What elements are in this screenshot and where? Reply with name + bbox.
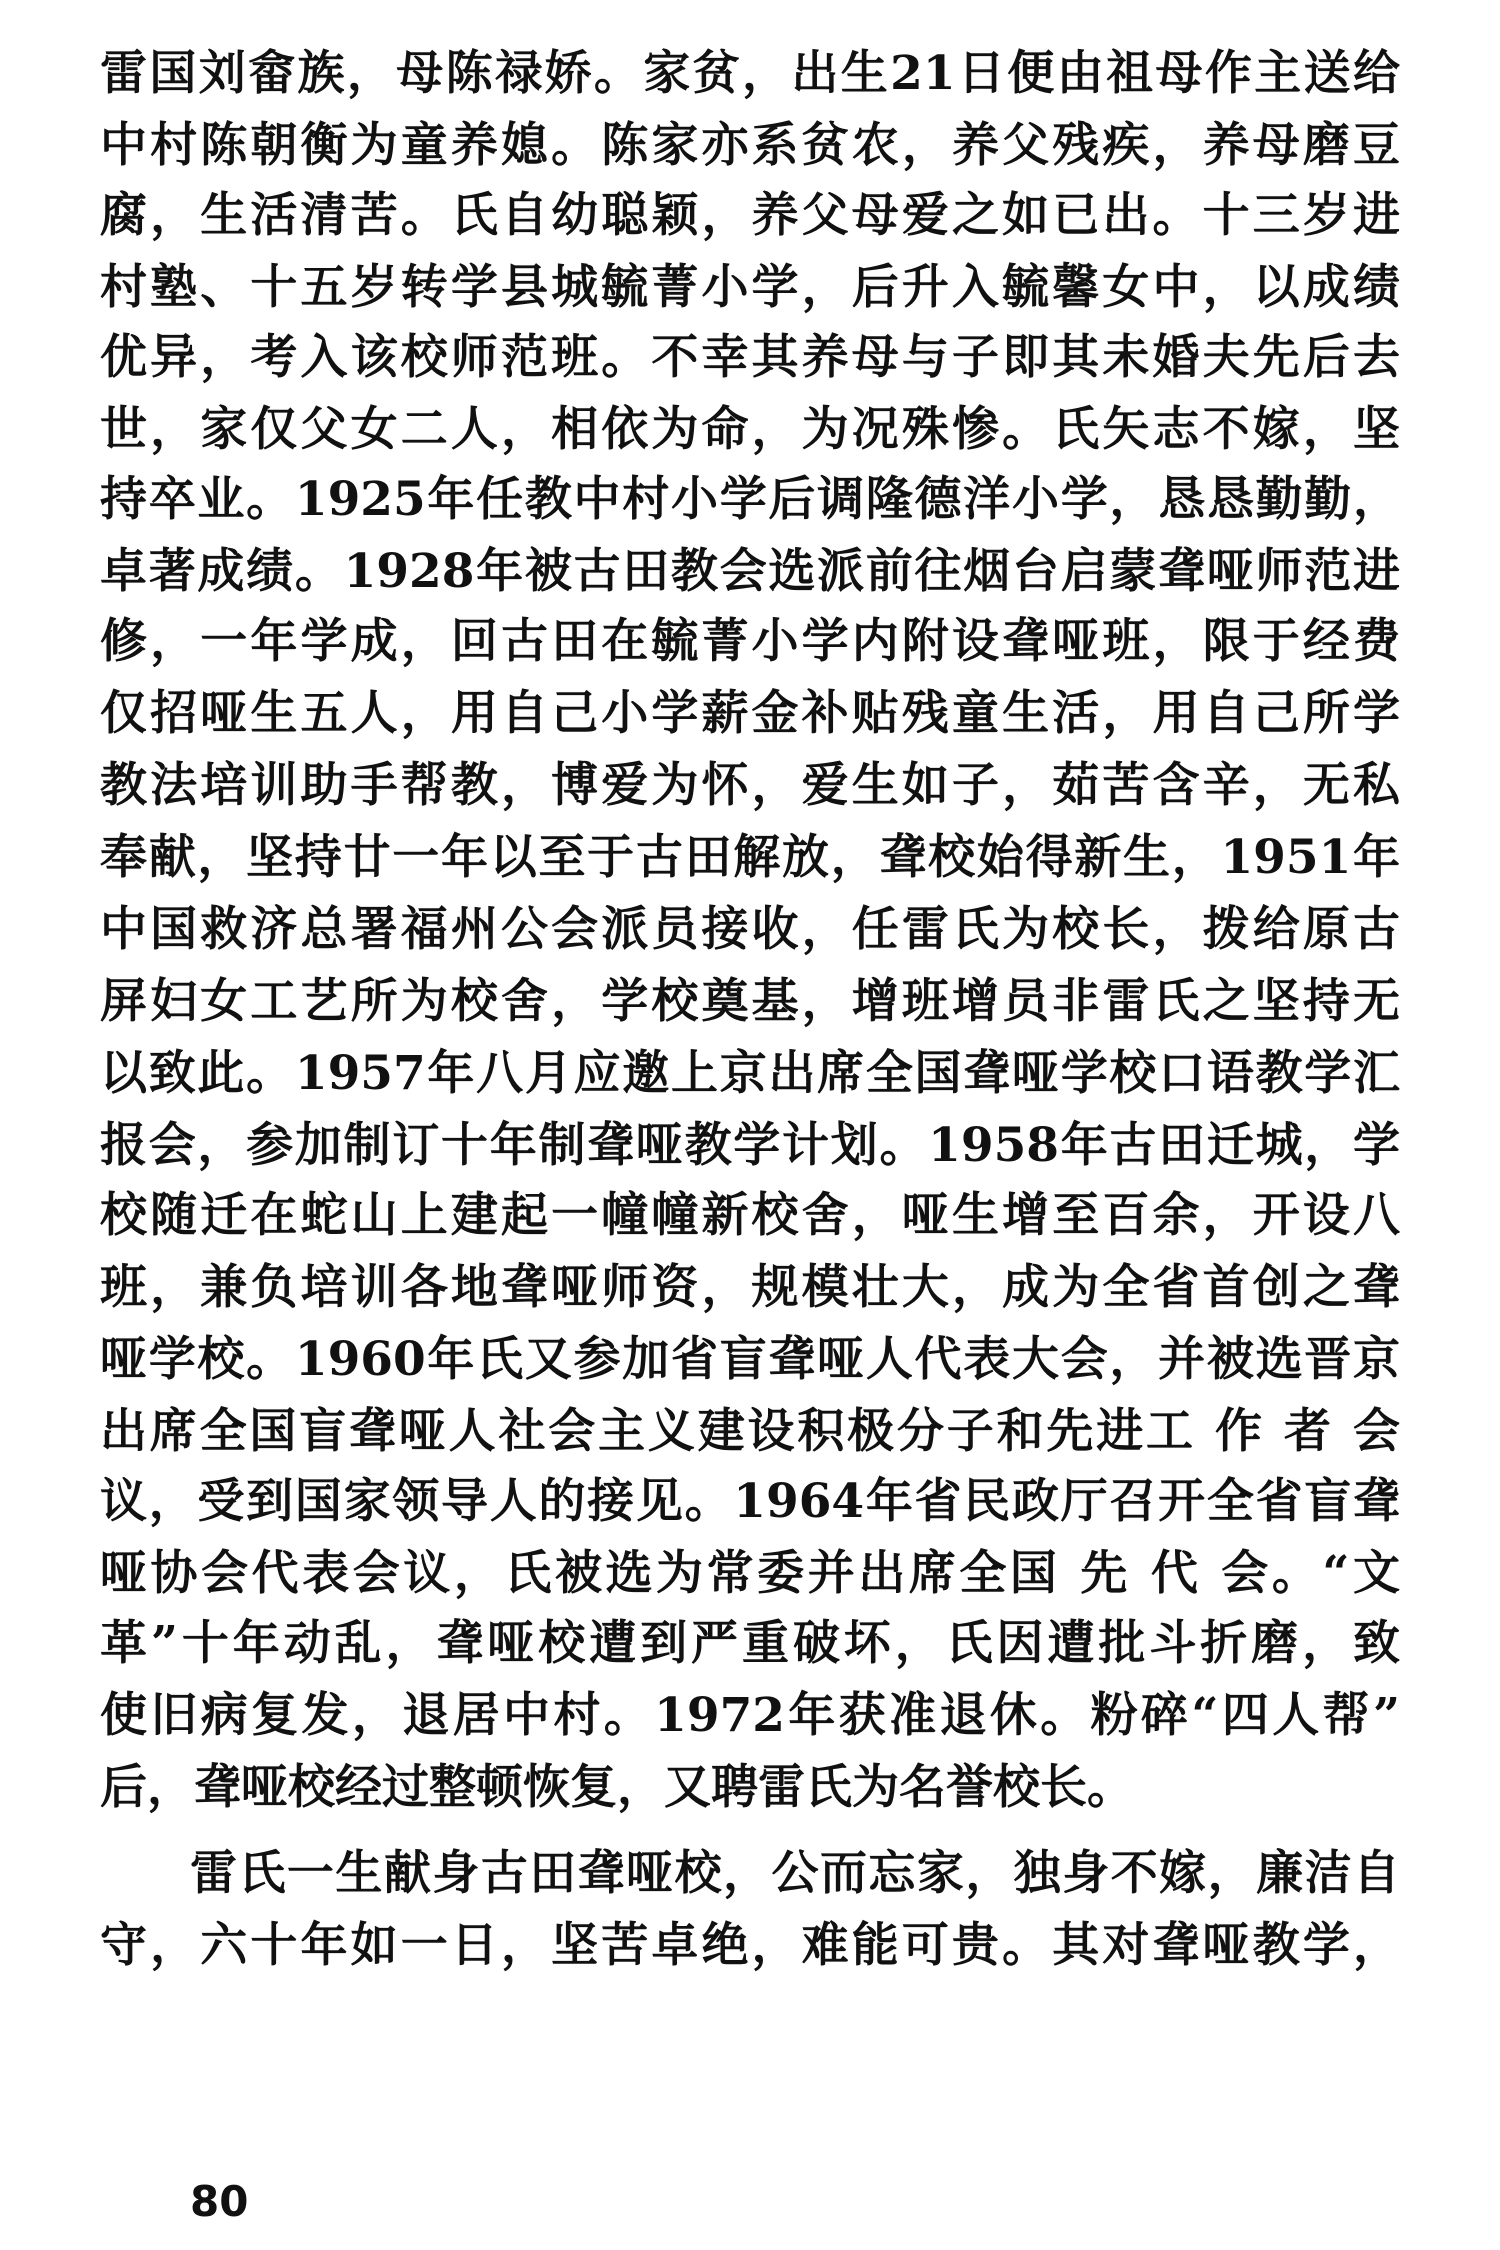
text-line: 革”十年动乱，聋哑校遭到严重破坏，氏因遭批斗折磨，致: [100, 1616, 1400, 1671]
text-line: 中国救济总署福州公会派员接收，任雷氏为校长，拨给原古: [100, 902, 1400, 957]
text-line: 雷国刘畲族，母陈禄娇。家贫，出生21日便由祖母作主送给: [100, 46, 1400, 101]
text-line: 卓著成绩。1928年被古田教会选派前往烟台启蒙聋哑师范进: [100, 544, 1400, 599]
text-line: 仅招哑生五人，用自己小学薪金补贴残童生活，用自己所学: [100, 686, 1400, 741]
text-line: 持卒业。1925年任教中村小学后调隆德洋小学，恳恳勤勤，: [100, 472, 1400, 527]
text-line: 优异，考入该校师范班。不幸其养母与子即其未婚夫先后去: [100, 330, 1400, 385]
page-number: 80: [190, 2177, 249, 2226]
text-line: 守，六十年如一日，坚苦卓绝，难能可贵。其对聋哑教学，: [100, 1918, 1400, 1973]
text-line: 教法培训助手帮教，博爱为怀，爱生如子，茹苦含辛，无私: [100, 758, 1400, 813]
text-line: 屏妇女工艺所为校舍，学校奠基，增班增员非雷氏之坚持无: [100, 974, 1400, 1029]
text-line: 出席全国盲聋哑人社会主义建设积极分子和先进工 作 者 会: [100, 1404, 1400, 1459]
text-line: 村塾、十五岁转学县城毓菁小学，后升入毓馨女中，以成绩: [100, 260, 1400, 315]
text-line: 议，受到国家领导人的接见。1964年省民政厅召开全省盲聋: [100, 1474, 1400, 1529]
text-line: 中村陈朝衡为童养媳。陈家亦系贫农，养父残疾，养母磨豆: [100, 118, 1400, 173]
text-line: 哑协会代表会议，氏被选为常委并出席全国 先 代 会。“文: [100, 1546, 1400, 1601]
text-line: 校随迁在蛇山上建起一幢幢新校舍，哑生增至百余，开设八: [100, 1188, 1400, 1243]
text-line: 奉献，坚持廿一年以至于古田解放，聋校始得新生，1951年: [100, 830, 1400, 885]
text-line: 班，兼负培训各地聋哑师资，规模壮大，成为全省首创之聋: [100, 1260, 1400, 1315]
text-line: 雷氏一生献身古田聋哑校，公而忘家，独身不嫁，廉洁自: [190, 1846, 1400, 1901]
text-line: 以致此。1957年八月应邀上京出席全国聋哑学校口语教学汇: [100, 1046, 1400, 1101]
text-line: 使旧病复发，退居中村。1972年获准退休。粉碎“四人帮”: [100, 1688, 1400, 1743]
text-line: 后，聋哑校经过整顿恢复，又聘雷氏为名誉校长。: [100, 1760, 1134, 1815]
text-line: 腐，生活清苦。氏自幼聪颖，养父母爱之如已出。十三岁进: [100, 188, 1400, 243]
text-line: 哑学校。1960年氏又参加省盲聋哑人代表大会，并被选晋京: [100, 1332, 1400, 1387]
text-line: 报会，参加制订十年制聋哑教学计划。1958年古田迁城，学: [100, 1118, 1400, 1173]
text-line: 世，家仅父女二人，相依为命，为况殊惨。氏矢志不嫁，坚: [100, 402, 1400, 457]
text-line: 修，一年学成，回古田在毓菁小学内附设聋哑班，限于经费: [100, 614, 1400, 669]
